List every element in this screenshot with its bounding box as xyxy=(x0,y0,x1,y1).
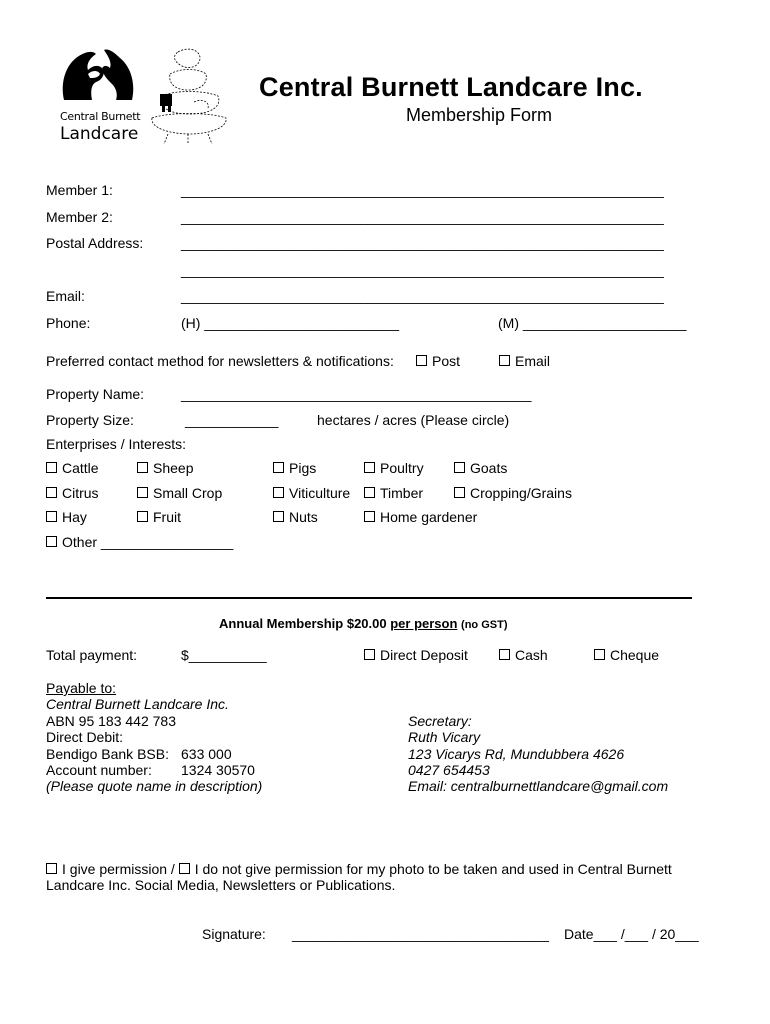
checkbox[interactable] xyxy=(364,511,375,522)
checkbox[interactable] xyxy=(46,511,57,522)
checkbox[interactable] xyxy=(594,649,605,660)
payable-account-label: Account number: xyxy=(46,762,152,778)
enterprise-pigs[interactable]: Pigs xyxy=(273,460,316,476)
checkbox[interactable] xyxy=(46,536,57,547)
email-line[interactable]: ______________________________________________________________ xyxy=(181,288,664,304)
page-subtitle: Membership Form xyxy=(406,105,553,125)
enterprise-poultry[interactable]: Poultry xyxy=(364,460,424,476)
postal-address-line-2[interactable]: ______________________________________________________________ xyxy=(181,262,664,278)
enterprise-goats[interactable]: Goats xyxy=(454,460,507,476)
phone-mobile-line[interactable]: (M) _____________________ xyxy=(498,315,687,331)
sketch-logo xyxy=(148,44,230,144)
contact-option-email[interactable]: Email xyxy=(499,353,550,369)
checkbox[interactable] xyxy=(454,462,465,473)
no-permission-checkbox[interactable] xyxy=(179,863,190,874)
checkbox[interactable] xyxy=(273,511,284,522)
payable-heading: Payable to: xyxy=(46,680,117,696)
enterprise-home-gardener[interactable]: Home gardener xyxy=(364,509,477,525)
payment-cash[interactable]: Cash xyxy=(499,647,548,663)
payable-org: Central Burnett Landcare Inc. xyxy=(46,696,229,712)
checkbox[interactable] xyxy=(273,487,284,498)
enterprises-label: Enterprises / Interests: xyxy=(46,436,187,452)
property-size-unit: hectares / acres (Please circle) xyxy=(317,412,510,428)
enterprise-small-crop[interactable]: Small Crop xyxy=(137,485,222,501)
checkbox[interactable] xyxy=(454,487,465,498)
total-payment-label: Total payment: xyxy=(46,647,138,663)
logo-org-top: Central Burnett xyxy=(60,110,141,123)
member2-label: Member 2: xyxy=(46,209,113,225)
checkbox[interactable] xyxy=(46,487,57,498)
payable-account-value: 1324 30570 xyxy=(181,762,255,778)
photo-permission: I give permission / I do not give permission for my photo to be taken and used in Central Burnett xyxy=(46,861,672,877)
checkbox[interactable] xyxy=(364,487,375,498)
email-label: Email: xyxy=(46,288,85,304)
payable-direct-debit: Direct Debit: xyxy=(46,729,124,745)
checkbox[interactable] xyxy=(137,487,148,498)
secretary-phone: 0427 654453 xyxy=(408,762,490,778)
signature-label: Signature: xyxy=(202,926,266,942)
checkbox[interactable] xyxy=(416,355,427,366)
member1-label: Member 1: xyxy=(46,182,113,198)
payment-direct-deposit[interactable]: Direct Deposit xyxy=(364,647,468,663)
payable-abn: ABN 95 183 442 783 xyxy=(46,713,176,729)
checkbox[interactable] xyxy=(273,462,284,473)
contact-method-label: Preferred contact method for newsletters & notifications: xyxy=(46,353,394,369)
contact-option-post[interactable]: Post xyxy=(416,353,460,369)
phone-label: Phone: xyxy=(46,315,91,331)
secretary-heading: Secretary: xyxy=(408,713,472,729)
checkbox[interactable] xyxy=(499,355,510,366)
property-size-line[interactable]: ____________ xyxy=(185,412,279,428)
checkbox[interactable] xyxy=(364,649,375,660)
signature-line[interactable]: _________________________________ xyxy=(292,926,549,942)
checkbox[interactable] xyxy=(499,649,510,660)
payable-note: (Please quote name in description) xyxy=(46,778,263,794)
secretary-name: Ruth Vicary xyxy=(408,729,481,745)
secretary-email: Email: centralburnettlandcare@gmail.com xyxy=(408,778,669,794)
postal-address-line-1[interactable]: ______________________________________________________________ xyxy=(181,235,664,251)
total-payment-line[interactable]: $__________ xyxy=(181,647,267,663)
enterprise-sheep[interactable]: Sheep xyxy=(137,460,193,476)
landcare-hands-logo xyxy=(58,44,138,104)
payable-bsb-label: Bendigo Bank BSB: xyxy=(46,746,169,762)
property-name-label: Property Name: xyxy=(46,386,145,402)
checkbox[interactable] xyxy=(137,462,148,473)
payment-cheque[interactable]: Cheque xyxy=(594,647,659,663)
secretary-address: 123 Vicarys Rd, Mundubbera 4626 xyxy=(408,746,625,762)
checkbox[interactable] xyxy=(46,462,57,473)
member1-line[interactable]: ______________________________________________________________ xyxy=(181,182,664,198)
payable-bsb-value: 633 000 xyxy=(181,746,232,762)
enterprise-fruit[interactable]: Fruit xyxy=(137,509,181,525)
enterprise-viticulture[interactable]: Viticulture xyxy=(273,485,350,501)
logo-org-bottom: Landcare xyxy=(60,124,139,144)
property-size-label: Property Size: xyxy=(46,412,134,428)
property-name-line[interactable]: _____________________________________________ xyxy=(181,386,532,402)
date-field[interactable]: Date___ /___ / 20___ xyxy=(564,926,699,942)
enterprise-timber[interactable]: Timber xyxy=(364,485,423,501)
enterprise-citrus[interactable]: Citrus xyxy=(46,485,99,501)
member2-line[interactable]: ______________________________________________________________ xyxy=(181,209,664,225)
checkbox[interactable] xyxy=(364,462,375,473)
photo-permission-line2: Landcare Inc. Social Media, Newsletters or Publications. xyxy=(46,877,396,893)
annual-membership-fee: Annual Membership $20.00 per person (no GST) xyxy=(219,616,508,631)
postal-address-label: Postal Address: xyxy=(46,235,144,251)
phone-home-line[interactable]: (H) _________________________ xyxy=(181,315,399,331)
enterprise-cattle[interactable]: Cattle xyxy=(46,460,99,476)
enterprise-nuts[interactable]: Nuts xyxy=(273,509,318,525)
enterprise-cropping-grains[interactable]: Cropping/Grains xyxy=(454,485,572,501)
section-divider xyxy=(46,597,692,599)
give-permission-checkbox[interactable] xyxy=(46,863,57,874)
enterprise-hay[interactable]: Hay xyxy=(46,509,87,525)
page-title: Central Burnett Landcare Inc. xyxy=(259,72,643,102)
checkbox[interactable] xyxy=(137,511,148,522)
enterprise-other[interactable]: Other _________________ xyxy=(46,534,233,550)
